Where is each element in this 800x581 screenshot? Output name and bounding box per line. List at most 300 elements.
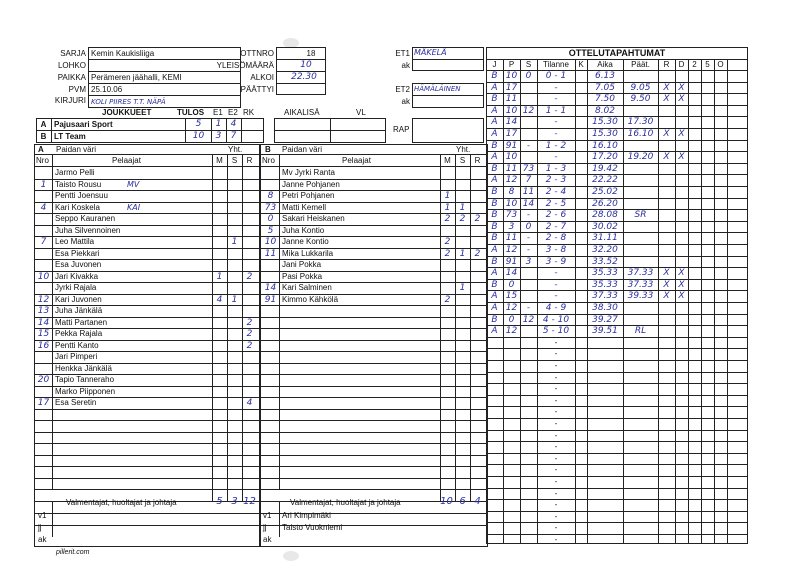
event-j: B (491, 210, 498, 220)
event-aika: 25.02 (592, 187, 618, 197)
event-p: 10 (505, 152, 518, 162)
event-aika: 15.30 (592, 129, 618, 139)
player-m: 2 (444, 295, 451, 305)
pvm-value: 25.10.06 (91, 85, 123, 94)
rk-label: RK (243, 108, 255, 117)
roster-a-v1-label: v1 (38, 511, 47, 520)
event-d: X (678, 94, 685, 104)
event-j: B (491, 141, 498, 151)
player-m: 4 (216, 295, 223, 305)
player-r: 2 (246, 329, 253, 339)
event-p: 10 (505, 106, 518, 116)
event-paat: RL (634, 326, 647, 336)
paikka-value: Perämeren jäähalli, KEMI (91, 73, 182, 82)
player-r: 2 (246, 341, 253, 351)
player-name: Esa Juvonen (55, 260, 102, 269)
player-name: Jyrki Rajala (55, 283, 97, 292)
rap-label: RAP (393, 125, 410, 134)
event-j: A (491, 83, 498, 93)
event-p: 8 (508, 187, 515, 197)
score-dash: - (554, 465, 558, 474)
score-dash: - (554, 442, 558, 451)
event-s: 12 (522, 315, 535, 325)
event-tilanne: - (554, 291, 558, 301)
player-note: MV (127, 180, 140, 189)
player-r: 4 (246, 398, 253, 408)
kirjuri-value: KOLI PIIRES T.T. NÄPÄ (91, 98, 166, 106)
player-s: 1 (459, 283, 466, 293)
roster-a-total-s: 3 (231, 496, 238, 507)
roster-b-total-m: 10 (440, 496, 453, 507)
event-paat: 16.10 (627, 129, 654, 139)
player-name: Juha Kontio (282, 226, 325, 235)
event-d: X (678, 291, 685, 301)
event-p: 10 (505, 199, 518, 209)
event-p: 11 (505, 94, 518, 104)
event-j: B (491, 233, 498, 243)
event-paat: 9.50 (630, 94, 651, 104)
event-j: B (491, 71, 498, 81)
player-number: 5 (267, 226, 274, 236)
player-number: 17 (37, 398, 50, 408)
event-p: 17 (505, 129, 518, 139)
events-col-header: Päät. (631, 60, 650, 69)
event-aika: 31.11 (592, 233, 618, 243)
tulos-label: TULOS (177, 108, 205, 117)
roster-a-nro-header: Nro (36, 156, 49, 165)
score-dash: - (554, 384, 558, 393)
event-p: 91 (505, 257, 518, 267)
event-tilanne: 1 - 2 (545, 141, 567, 151)
player-name: Esa Piekkari (55, 249, 100, 258)
player-name: Seppo Kauranen (55, 214, 116, 223)
player-number: 16 (37, 341, 50, 351)
event-s: 11 (522, 187, 535, 197)
events-col-header: P (508, 60, 515, 69)
event-p: 15 (505, 291, 518, 301)
event-tilanne: 2 - 8 (545, 233, 567, 243)
event-s: - (526, 303, 531, 313)
event-p: 91 (505, 141, 518, 151)
event-tilanne: 0 - 1 (545, 71, 567, 81)
event-tilanne: - (554, 94, 558, 104)
event-tilanne: 2 - 5 (545, 199, 567, 209)
event-p: 73 (505, 210, 518, 220)
event-tilanne: 2 - 4 (545, 187, 567, 197)
player-number: 15 (37, 329, 50, 339)
roster-b-nro-header: Nro (262, 156, 275, 165)
event-aika: 35.33 (592, 268, 618, 278)
event-d: X (678, 268, 685, 278)
event-s: - (526, 141, 531, 151)
event-p: 17 (505, 83, 518, 93)
score-dash: - (554, 396, 558, 405)
roster-a-yht-label: Yht. (228, 145, 243, 154)
team-b-score: 10 (192, 131, 205, 141)
event-aika: 39.27 (592, 315, 618, 325)
player-m: 2 (444, 249, 451, 259)
event-tilanne: 2 - 3 (545, 175, 567, 185)
roster-b-yht-label: Yht. (456, 145, 471, 154)
event-aika: 35.33 (592, 280, 618, 290)
events-col-header: 5 (705, 60, 710, 69)
event-d: X (678, 152, 685, 162)
event-aika: 16.10 (592, 141, 618, 151)
ak1-label: ak (401, 61, 410, 70)
roster-b-v1-value: Ari Kimpimäki (282, 511, 331, 520)
player-name: Henkka Jänkälä (55, 364, 112, 373)
event-paat: 17.30 (627, 117, 654, 127)
event-j: A (491, 117, 498, 127)
player-r: 2 (246, 272, 253, 282)
player-s: 2 (459, 214, 466, 224)
score-dash: - (554, 477, 558, 486)
yleisomaara-label: YLEISÖMÄÄRÄ (216, 61, 274, 70)
event-paat: 39.33 (627, 291, 654, 301)
team-b-e2: 7 (230, 131, 237, 141)
event-p: 12 (505, 245, 518, 255)
events-col-header: D (678, 60, 685, 69)
player-r: 2 (474, 214, 481, 224)
player-s: 1 (231, 237, 238, 247)
player-s: 1 (231, 295, 238, 305)
event-aika: 6.13 (594, 71, 616, 81)
score-dash: - (554, 349, 558, 358)
event-aika: 26.20 (592, 199, 618, 209)
event-r: X (663, 94, 670, 104)
rap-box (412, 118, 484, 143)
event-paat: 37.33 (627, 280, 654, 290)
event-tilanne: 3 - 8 (545, 245, 567, 255)
player-number: 8 (267, 191, 274, 201)
score-dash: - (554, 373, 558, 382)
team-b-tag: B (40, 132, 47, 141)
vl-label: VL (356, 108, 366, 117)
roster-b-ak-label: ak (263, 535, 272, 544)
event-aika: 22.22 (592, 175, 618, 185)
event-tilanne: 1 - 1 (545, 106, 567, 116)
player-name: Jari Pimperi (55, 352, 98, 361)
player-name: Mv Jyrki Ranta (282, 168, 335, 177)
player-note: KAI (127, 203, 141, 212)
events-col-header: O (717, 60, 724, 69)
event-tilanne: - (554, 152, 558, 162)
event-aika: 39.51 (592, 326, 618, 336)
event-s: 0 (525, 71, 532, 81)
player-name: Tapio Tanneraho (55, 375, 115, 384)
event-paat: 37.33 (627, 268, 654, 278)
team-a-name: Pajusaari Sport (54, 120, 113, 129)
paikka-label: PAIKKA (57, 73, 86, 82)
event-j: A (491, 245, 498, 255)
sarja-label: SARJA (60, 49, 86, 58)
player-name: Petri Pohjanen (282, 191, 335, 200)
events-col-header: K (578, 60, 584, 69)
punch-hole (283, 551, 299, 561)
player-s: 1 (459, 249, 466, 259)
player-number: 10 (264, 237, 277, 247)
event-aika: 15.30 (592, 117, 618, 127)
player-number: 0 (267, 214, 274, 224)
roster-b-s-header: S (459, 156, 466, 165)
roster-a-tag: A (38, 145, 44, 154)
team-a-e1: 1 (215, 119, 222, 129)
event-tilanne: - (554, 280, 558, 290)
player-name: Janne Kontio (282, 237, 329, 246)
event-s: - (526, 245, 531, 255)
alkoi-label: ALKOI (250, 73, 274, 82)
event-aika: 19.42 (592, 164, 618, 174)
et1-value: MÄKELÄ (414, 48, 447, 57)
player-number: 14 (264, 283, 277, 293)
player-name: Kari Koskela (55, 203, 100, 212)
event-r: X (663, 291, 670, 301)
sarja-value: Kemin Kaukisliiga (91, 49, 155, 58)
event-tilanne: - (554, 117, 558, 127)
roster-b-r-header: R (474, 156, 481, 165)
roster-a-s-header: S (231, 156, 238, 165)
score-dash: - (554, 338, 558, 347)
player-number: 11 (264, 249, 277, 259)
player-name: Pentti Kanto (55, 341, 99, 350)
et2-label: ET2 (395, 85, 410, 94)
e2-label: E2 (228, 108, 238, 117)
event-s: 73 (522, 164, 535, 174)
team-a-score: 5 (195, 119, 202, 129)
player-s: 1 (459, 203, 466, 213)
player-name: Kari Salminen (282, 283, 332, 292)
watermark: pillerit.com (56, 549, 90, 556)
event-aika: 33.52 (592, 257, 618, 267)
events-col-header: S (525, 60, 532, 69)
roster-b-tag: B (265, 145, 271, 154)
roster-a-shirt-label: Paidan väri (56, 145, 97, 154)
event-tilanne: 2 - 6 (545, 210, 567, 220)
roster-a-coaches-label: Valmentajat, huoltajat ja johtaja (66, 498, 177, 507)
event-paat: SR (634, 210, 647, 220)
events-col-header: Tilanne (543, 60, 569, 69)
event-aika: 8.02 (594, 106, 616, 116)
event-j: B (491, 164, 498, 174)
player-name: Jani Pokka (282, 260, 322, 269)
score-dash: - (554, 523, 558, 532)
score-dash: - (554, 431, 558, 440)
event-s: 7 (525, 175, 532, 185)
events-col-header: 2 (692, 60, 697, 69)
player-number: 4 (40, 203, 47, 213)
player-name: Pasi Pokka (282, 272, 323, 281)
et1-label: ET1 (395, 49, 410, 58)
event-j: B (491, 280, 498, 290)
roster-b-jj-label: jj (263, 523, 267, 532)
player-name: Juha Silvennoinen (55, 226, 121, 235)
player-name: Marko Piipponen (55, 387, 116, 396)
event-j: A (491, 326, 498, 336)
event-p: 14 (505, 117, 518, 127)
player-name: Matti Kemell (282, 203, 327, 212)
event-j: B (491, 187, 498, 197)
event-s: 14 (522, 199, 535, 209)
event-p: 0 (508, 315, 515, 325)
player-name: Kari Juvonen (55, 295, 102, 304)
event-j: A (491, 106, 498, 116)
event-s: 0 (525, 222, 532, 232)
event-tilanne: 1 - 3 (545, 164, 567, 174)
event-j: B (491, 315, 498, 325)
player-r: 2 (246, 318, 253, 328)
event-r: X (663, 152, 670, 162)
event-p: 14 (505, 268, 518, 278)
event-p: 11 (505, 233, 518, 243)
score-dash: - (554, 407, 558, 416)
event-aika: 30.02 (592, 222, 618, 232)
event-tilanne: 2 - 7 (545, 222, 567, 232)
player-number: 91 (264, 295, 277, 305)
score-dash: - (554, 419, 558, 428)
team-a-e2: 4 (230, 119, 237, 129)
roster-b-m-header: M (444, 156, 451, 165)
event-aika: 7.05 (594, 83, 616, 93)
event-tilanne: - (554, 268, 558, 278)
score-dash: - (554, 500, 558, 509)
aikalisa-label: AIKALISÄ (284, 108, 320, 117)
player-name: Matti Partanen (55, 318, 108, 327)
event-aika: 17.20 (592, 152, 618, 162)
event-tilanne: - (554, 129, 558, 139)
event-j: B (491, 222, 498, 232)
event-p: 3 (508, 222, 515, 232)
events-title: OTTELUTAPAHTUMAT (568, 48, 666, 58)
player-name: Leo Mattila (55, 237, 95, 246)
event-tilanne: 3 - 9 (545, 257, 567, 267)
player-name: Pentti Joensuu (55, 191, 108, 200)
roster-a-players-header: Pelaajat (112, 156, 141, 165)
player-r: 2 (474, 249, 481, 259)
player-name: Juha Jänkälä (55, 306, 103, 315)
joukkueet-label: JOUKKUEET (102, 108, 152, 117)
yleisomaara-value: 10 (300, 60, 312, 70)
pvm-label: PVM (68, 85, 86, 94)
e1-label: E1 (213, 108, 223, 117)
team-b-e1: 3 (215, 131, 222, 141)
roster-a-total-m: 5 (216, 496, 223, 507)
event-aika: 38.30 (592, 303, 618, 313)
event-s: - (526, 233, 531, 243)
event-j: A (491, 152, 498, 162)
event-s: 12 (522, 106, 535, 116)
event-s: 3 (525, 257, 532, 267)
event-aika: 28.08 (592, 210, 618, 220)
player-name: Jarmo Pelli (55, 168, 95, 177)
et2-value: HÄMÄLÄINEN (414, 85, 461, 93)
event-tilanne: 5 - 10 (542, 326, 570, 336)
event-j: A (491, 268, 498, 278)
event-p: 12 (505, 303, 518, 313)
player-m: 1 (444, 203, 451, 213)
player-name: Mika Lukkarila (282, 249, 334, 258)
roster-b-total-s: 6 (459, 496, 466, 507)
roster-a-m-header: M (216, 156, 223, 165)
roster-b-v1-label: v1 (263, 511, 272, 520)
player-name: Janne Pohjanen (282, 180, 340, 189)
player-name: Taisto Rousu (55, 180, 102, 189)
roster-a-ak-label: ak (38, 535, 47, 544)
roster-b-shirt-label: Paidan väri (282, 145, 323, 154)
events-col-header: Aika (597, 60, 613, 69)
ottnro-label: OTTNRO (240, 49, 274, 58)
kirjuri-label: KIRJURI (54, 96, 86, 105)
player-name: Sakari Heiskanen (282, 214, 345, 223)
event-p: 12 (505, 326, 518, 336)
player-number: 73 (264, 203, 277, 213)
event-p: 0 (508, 280, 515, 290)
event-d: X (678, 83, 685, 93)
player-number: 14 (37, 318, 50, 328)
event-r: X (663, 129, 670, 139)
team-b-name: LT Team (54, 132, 86, 141)
event-tilanne: 4 - 9 (545, 303, 567, 313)
event-d: X (678, 280, 685, 290)
event-p: 12 (505, 175, 518, 185)
event-r: X (663, 268, 670, 278)
event-j: A (491, 291, 498, 301)
team-a-tag: A (40, 120, 47, 129)
score-dash: - (554, 489, 558, 498)
event-paat: 19.20 (627, 152, 654, 162)
player-number: 13 (37, 306, 50, 316)
event-aika: 37.33 (592, 291, 618, 301)
roster-b-coaches-label: Valmentajat, huoltajat ja johtaja (290, 498, 401, 507)
ak2-label: ak (401, 97, 410, 106)
player-name: Esa Seretin (55, 398, 97, 407)
player-number: 10 (37, 272, 50, 282)
event-j: B (491, 199, 498, 209)
score-dash: - (554, 535, 558, 544)
player-number: 12 (37, 295, 50, 305)
player-m: 1 (216, 272, 223, 282)
score-dash: - (554, 454, 558, 463)
player-name: Kimmo Kähkölä (282, 295, 339, 304)
event-d: X (678, 129, 685, 139)
event-s: - (526, 210, 531, 220)
roster-a-r-header: R (246, 156, 253, 165)
ottnro-value: 18 (306, 49, 316, 58)
paattyi-label: PÄÄTTYI (240, 85, 274, 94)
player-number: 20 (37, 375, 50, 385)
player-name: Jari Kivakka (55, 272, 99, 281)
roster-b-jj-value: Taisto Vuokniemi (282, 523, 343, 532)
event-p: 11 (505, 164, 518, 174)
roster-a-total-r: 12 (243, 496, 256, 507)
alkoi-value: 22.30 (291, 72, 317, 82)
event-j: A (491, 129, 498, 139)
player-name: Pekka Rajala (55, 329, 103, 338)
roster-b-total-r: 4 (474, 496, 481, 507)
events-col-header: R (663, 60, 670, 69)
event-j: A (491, 175, 498, 185)
event-aika: 7.50 (594, 94, 616, 104)
event-tilanne: 4 - 10 (542, 315, 570, 325)
event-j: B (491, 257, 498, 267)
player-m: 2 (444, 214, 451, 224)
player-m: 2 (444, 237, 451, 247)
event-r: X (663, 280, 670, 290)
events-col-header: J (492, 60, 497, 69)
event-r: X (663, 83, 670, 93)
lohko-label: LOHKO (57, 61, 86, 70)
player-number: 7 (40, 237, 47, 247)
event-tilanne: - (554, 83, 558, 93)
